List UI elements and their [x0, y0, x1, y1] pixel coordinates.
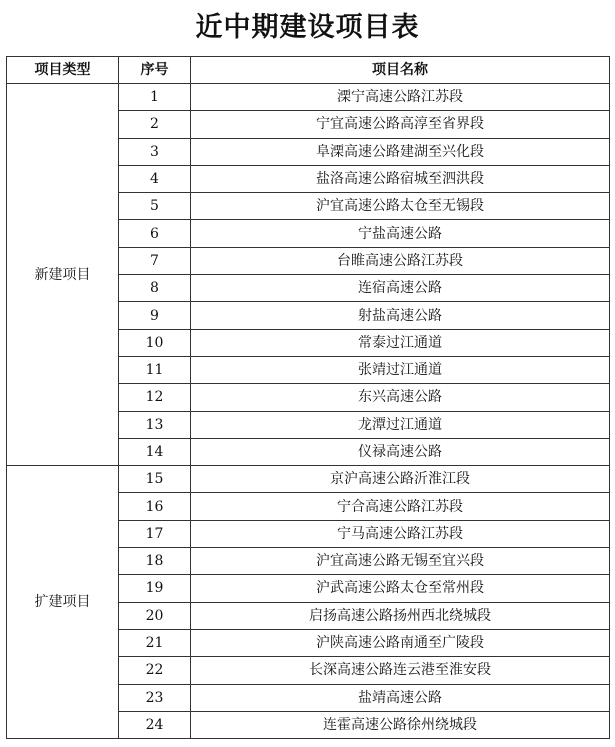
sequence-cell: 14 [119, 438, 191, 465]
sequence-cell: 8 [119, 275, 191, 302]
sequence-cell: 20 [119, 602, 191, 629]
sequence-cell: 17 [119, 520, 191, 547]
project-name-cell: 盐靖高速公路 [191, 684, 610, 711]
sequence-cell: 11 [119, 356, 191, 383]
sequence-cell: 2 [119, 111, 191, 138]
project-name-cell: 宁合高速公路江苏段 [191, 493, 610, 520]
table-row [7, 84, 610, 111]
header-sequence: 序号 [119, 57, 191, 84]
project-name-cell: 仪禄高速公路 [191, 438, 610, 465]
sequence-cell: 9 [119, 302, 191, 329]
sequence-cell: 7 [119, 247, 191, 274]
sequence-cell: 13 [119, 411, 191, 438]
sequence-cell: 5 [119, 193, 191, 220]
category-cell: 新建项目 [7, 84, 119, 466]
sequence-cell: 3 [119, 138, 191, 165]
project-name-cell: 常泰过江通道 [191, 329, 610, 356]
sequence-cell: 21 [119, 629, 191, 656]
table-body [7, 84, 610, 739]
project-name-cell: 阜溧高速公路建湖至兴化段 [191, 138, 610, 165]
page-title: 近中期建设项目表 [195, 12, 420, 43]
project-name-cell: 长深高速公路连云港至淮安段 [191, 657, 610, 684]
project-name-cell: 台睢高速公路江苏段 [191, 247, 610, 274]
project-name-cell: 射盐高速公路 [191, 302, 610, 329]
project-name-cell: 龙潭过江通道 [191, 411, 610, 438]
sequence-cell: 18 [119, 548, 191, 575]
category-cell: 扩建项目 [7, 466, 119, 739]
sequence-cell: 10 [119, 329, 191, 356]
sequence-cell: 24 [119, 711, 191, 738]
project-name-cell: 沪宜高速公路太仓至无锡段 [191, 193, 610, 220]
project-name-cell: 启扬高速公路扬州西北绕城段 [191, 602, 610, 629]
project-name-cell: 京沪高速公路沂淮江段 [191, 466, 610, 493]
project-name-cell: 东兴高速公路 [191, 384, 610, 411]
table-row [7, 466, 610, 493]
sequence-cell: 16 [119, 493, 191, 520]
sequence-cell: 6 [119, 220, 191, 247]
project-name-cell: 张靖过江通道 [191, 356, 610, 383]
sequence-cell: 23 [119, 684, 191, 711]
project-name-cell: 宁宜高速公路高淳至省界段 [191, 111, 610, 138]
project-table [6, 56, 610, 739]
sequence-cell: 22 [119, 657, 191, 684]
project-name-cell: 沪宜高速公路无锡至宜兴段 [191, 548, 610, 575]
project-name-cell: 沪武高速公路太仓至常州段 [191, 575, 610, 602]
project-name-cell: 宁盐高速公路 [191, 220, 610, 247]
sequence-cell: 12 [119, 384, 191, 411]
project-name-cell: 盐洛高速公路宿城至泗洪段 [191, 165, 610, 192]
project-name-cell: 连霍高速公路徐州绕城段 [191, 711, 610, 738]
sequence-cell: 19 [119, 575, 191, 602]
project-name-cell: 连宿高速公路 [191, 275, 610, 302]
sequence-cell: 15 [119, 466, 191, 493]
header-project-type: 项目类型 [7, 57, 119, 84]
header-project-name: 项目名称 [191, 57, 610, 84]
project-name-cell: 沪陕高速公路南通至广陵段 [191, 629, 610, 656]
sequence-cell: 1 [119, 84, 191, 111]
table-header-row [7, 57, 610, 84]
project-name-cell: 宁马高速公路江苏段 [191, 520, 610, 547]
project-name-cell: 溧宁高速公路江苏段 [191, 84, 610, 111]
sequence-cell: 4 [119, 165, 191, 192]
